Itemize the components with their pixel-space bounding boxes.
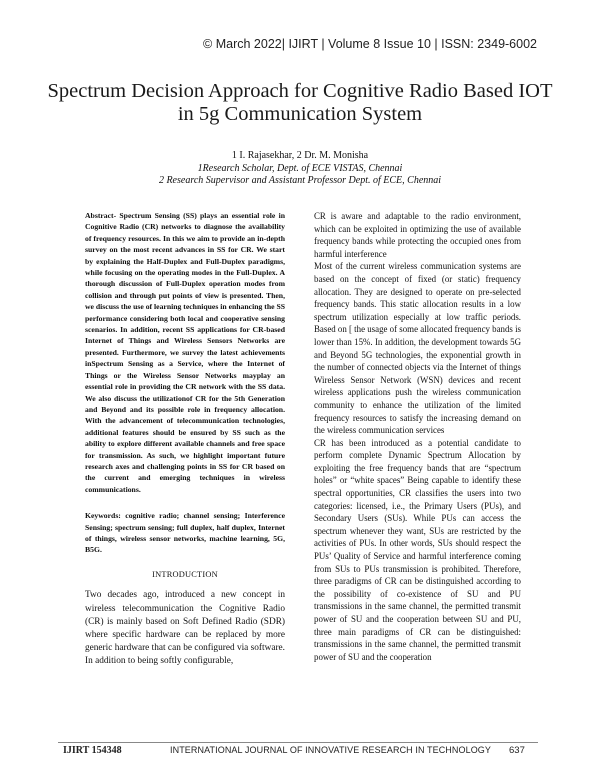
author-block — [40, 150, 560, 188]
left-column — [85, 210, 285, 669]
introduction-paragraph: Two decades ago, introduced a new concept in wireless telecommunication the Cognitive Radio (CR) is mainly based on Soft Defined Radio (SDR) where specific hardware can be replaced by more generic hardware that can be configured via software. In addition to being softly configurable, — [85, 590, 285, 667]
affiliation-1: 1Research Scholar, Dept. of ECE VISTAS, Chennai — [197, 162, 403, 174]
journal-citation-header: © March 2022| IJIRT | Volume 8 Issue 10 | ISSN: 2349-6002 — [203, 37, 537, 51]
affiliation-2: 2 Research Supervisor and Assistant Professor Dept. of ECE, Chennai — [158, 175, 442, 186]
body-paragraph-3: CR has been introduced as a potential candidate to perform complete Dynamic Spectrum Allocation by exploiting the free frequency bands that are “spectrum holes” or “white spaces” Being capable to identify these spectral opportunities, CR classifies the users into two categories: licensed, i.e., the Primary Users (PUs), and Secondary Users (SUs). While PUs can access the spectrum whenever they want, SUs are restricted by the activities of PUs. In other words, SUs should respect the PUs’ Quality of Service and harmful interference coming from SUs to PUs transmission is prohibited. Therefore, three paradigms of CR can be distinguished according to the possibility of co-existence of SU and PU transmissions in the same channel, the permitted transmit power of SU and the cooperation between SU and PU, three main paradigms of CR can be distinguished: transmissions in the same channel, the permitted transmit power of SU and the cooperation — [314, 437, 521, 662]
right-column — [314, 210, 521, 663]
footer-paper-id: IJIRT 154348 — [63, 745, 122, 756]
footer-page-number: 637 — [509, 745, 525, 756]
paper-title: Spectrum Decision Approach for Cognitive Radio Based IOT in 5g Communication System — [47, 80, 553, 125]
footer-divider — [58, 742, 538, 743]
body-paragraph-2: Most of the current wireless communication systems are based on the concept of fixed (or static) frequency allocation. They are designed to operate on pre-selected frequency bands. This static allocation results in a low spectrum utilization especially at low traffic periods. Based on [ the usage of some allocated frequency bands is lower than 15%. In addition, the development towards 5G and Beyond 5G technologies, the exponential growth in the number of connected objects via the Internet of things Wireless Sensor Network (WSN) devices and recent wireless applications push the wireless communication community to enhance the utilization of the limited frequency resources to satisfy the increasing demand on the wireless communication services — [314, 261, 522, 436]
footer-journal-name: INTERNATIONAL JOURNAL OF INNOVATIVE RESEARCH IN TECHNOLOGY — [170, 745, 492, 755]
section-heading-introduction: INTRODUCTION — [152, 569, 218, 579]
body-paragraph-1: CR is aware and adaptable to the radio environment, which can be exploited in optimizing the use of available frequency bands while protecting the occupied ones from harmful interference — [314, 211, 521, 259]
abstract: Abstract- Spectrum Sensing (SS) plays an essential role in Cognitive Radio (CR) networks to diagnose the availability of frequency resources. In this we aim to provide an in-depth survey on the most recent advances in SS for CR. We start by explaining the Half-Duplex and Full-Duplex paradigms, while focusing on the operating modes in the Full-Duplex. A thorough discussion of Full-Duplex operation modes from collision and through put points of view is presented. Then, we discuss the use of learning techniques in enhancing the SS performance considering both local and cooperative sensing scenarios. In addition, recent SS applications for CR-based Internet of Things and Wireless Sensors Networks are presented. Furthermore, we survey the latest achievements inSpectrum Sensing as a Service, where the Internet of Things or the Wireless Sensor Networks mayplay an essential role in providing the CR network with the SS data. We also discuss the utilizationof CR for the 5th Generation and Beyond and its possible role in frequency allocation. With the advancement of telecommunication technologies, additional features should be ensured by SS such as the ability to explore different available channels and free space for transmission. As such, we highlight important future research axes and challenging points in SS for CR based on the current and emerging techniques in wireless communications. — [85, 211, 285, 494]
author-names: 1 I. Rajasekhar, 2 Dr. M. Monisha — [231, 150, 369, 161]
keywords: Keywords: cognitive radio; channel sensing; Interference Sensing; spectrum sensing; full duplex, half duplex, Internet of things, wireless sensor networks, machine learning, 5G, B5G. — [85, 511, 285, 555]
